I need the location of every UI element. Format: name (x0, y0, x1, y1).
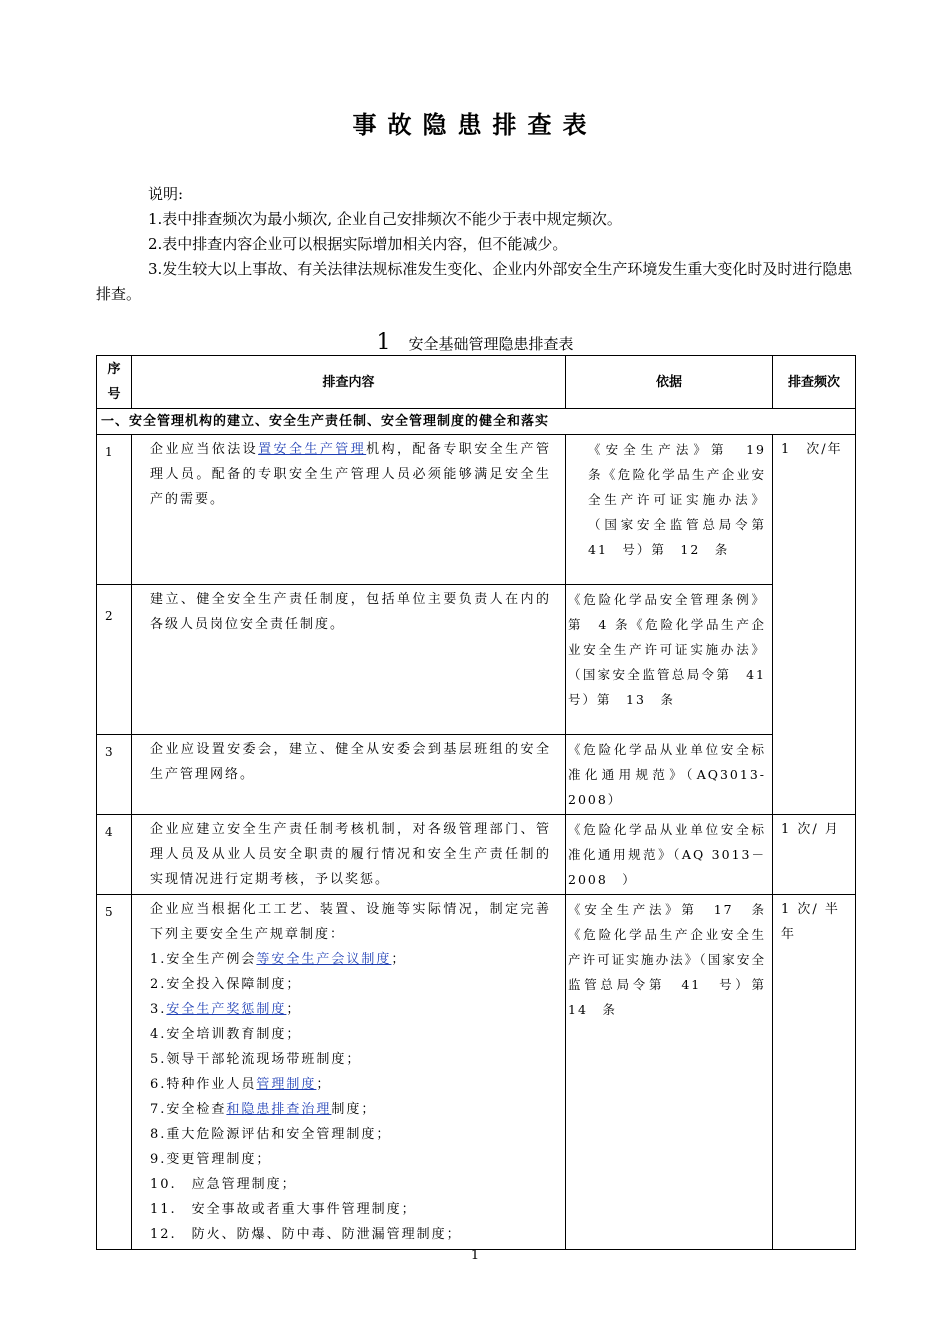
list-item-text: 2.安全投入保障制度； (150, 977, 302, 992)
list-item (150, 1122, 551, 1147)
content-intro: 企业应当根据化工工艺、装置、设施等实际情况，制定完善下列主要安全生产规章制度： (150, 902, 551, 942)
note-item: 2.表中排查内容企业可以根据实际增加相关内容，但不能减少。 (148, 235, 568, 253)
row-content: 企业应建立安全生产责任制考核机制，对各级管理部门、管理人员及从业人员安全职责的履行情况和安全生产责任制的实现情况进行定期考核，予以奖惩。 (132, 815, 566, 895)
list-item (150, 997, 551, 1022)
table-row (97, 435, 856, 585)
row-seq: 2 (97, 585, 132, 735)
table-header-row (97, 356, 856, 409)
row-content: 企业应设置安委会，建立、健全从安委会到基层班组的安全生产管理网络。 (132, 735, 566, 815)
list-item (150, 947, 551, 972)
list-item-text: 5.领导干部轮流现场带班制度； (150, 1052, 362, 1067)
row-seq: 4 (97, 815, 132, 895)
page-number: 1 (470, 1248, 480, 1263)
row-freq: 1 次/ 半年 (773, 895, 856, 1250)
table-row (97, 585, 856, 735)
hazard-check-table (96, 355, 856, 1250)
header-seq: 序号 (97, 356, 132, 409)
row-basis: 《安全生产法》第 19 条《危险化学品生产企业安全生产许可证实施办法》（国家安全监管总局令第 41 号）第 12 条 (566, 435, 773, 585)
list-item (150, 972, 551, 997)
list-item-text: 8.重大危险源评估和安全管理制度； (150, 1127, 392, 1142)
list-item-text: 12. 防火、防爆、防中毒、防泄漏管理制度； (150, 1227, 462, 1242)
list-item-text: 6.特种作业人员 (150, 1077, 257, 1092)
list-item (150, 1097, 551, 1122)
row-seq: 3 (97, 735, 132, 815)
list-item (150, 1222, 551, 1247)
header-freq: 排查频次 (773, 356, 856, 409)
notes-heading: 说明: (148, 185, 184, 203)
list-item (150, 1047, 551, 1072)
section-row (97, 409, 856, 435)
list-item (150, 1197, 551, 1222)
note-item: 1.表中排查频次为最小频次, 企业自己安排频次不能少于表中规定频次。 (148, 210, 622, 228)
table-title-text: 安全基础管理隐患排查表 (408, 335, 574, 353)
row-freq: 1 次/年 (773, 435, 856, 815)
row-content (132, 435, 566, 585)
row-seq: 5 (97, 895, 132, 1250)
list-item-link[interactable]: 管理制度 (256, 1077, 317, 1092)
row-basis: 《危险化学品安全管理条例》第 4 条《危险化学品生产企业安全生产许可证实施办法》（国家安全监管总局令第 41 号）第 13 条 (566, 585, 773, 735)
list-item-text: 11. 安全事故或者重大事件管理制度； (150, 1202, 417, 1217)
list-item-text: 4.安全培训教育制度； (150, 1027, 302, 1042)
table-title (0, 330, 950, 355)
list-item-text: ； (316, 1077, 332, 1092)
table-row (97, 735, 856, 815)
table-row (97, 815, 856, 895)
list-item-text: 7.安全检查 (150, 1102, 227, 1117)
header-content: 排查内容 (132, 356, 566, 409)
list-item-text: ； (391, 952, 407, 967)
content-text: 机构，配备专职安全生产管理人员。配备的专职安全生产管理人员必须能够满足安全生产的需要。 (150, 442, 551, 507)
list-item (150, 1022, 551, 1047)
table-number: 1 (376, 330, 391, 355)
row-freq: 1 次/ 月 (773, 815, 856, 895)
list-item-text: 制度； (331, 1102, 377, 1117)
note-item: 3.发生较大以上事故、有关法律法规标准发生变化、企业内外部安全生产环境发生重大变化时及时进行隐患排查。 (96, 260, 853, 303)
row-content (132, 895, 566, 1250)
row-basis: 《危险化学品从业单位安全标准化通用规范》（AQ3013-2008） (566, 735, 773, 815)
list-item-text: 9.变更管理制度； (150, 1152, 272, 1167)
content-link[interactable]: 置安全生产管理 (258, 442, 367, 457)
table-row (97, 895, 856, 1250)
list-item (150, 1172, 551, 1197)
row-seq: 1 (97, 435, 132, 585)
row-basis: 《安全生产法》第 17 条《危险化学品生产企业安全生产许可证实施办法》（国家安全监管总局令第 41 号）第 14 条 (566, 895, 773, 1250)
list-item-link[interactable]: 和隐患排查治理 (226, 1102, 332, 1117)
list-item-text: 10. 应急管理制度； (150, 1177, 297, 1192)
header-basis: 依据 (566, 356, 773, 409)
section-heading: 一、安全管理机构的建立、安全生产责任制、安全管理制度的健全和落实 (97, 409, 856, 435)
row-basis: 《危险化学品从业单位安全标准化通用规范》（AQ 3013－2008 ） (566, 815, 773, 895)
content-text: 企业应当依法设 (150, 442, 259, 457)
list-item-link[interactable]: 安全生产奖惩制度 (166, 1002, 287, 1017)
list-item-text: 1.安全生产例会 (150, 952, 257, 967)
list-item-text: 3. (150, 1002, 167, 1017)
notes-block (96, 182, 856, 307)
list-item-link[interactable]: 等安全生产会议制度 (256, 952, 392, 967)
list-item (150, 1072, 551, 1097)
page-title: 事故隐患排查表 (352, 111, 598, 139)
list-item-text: ； (286, 1002, 302, 1017)
list-item (150, 1147, 551, 1172)
row-content: 建立、健全安全生产责任制度，包括单位主要负责人在内的各级人员岗位安全责任制度。 (132, 585, 566, 735)
